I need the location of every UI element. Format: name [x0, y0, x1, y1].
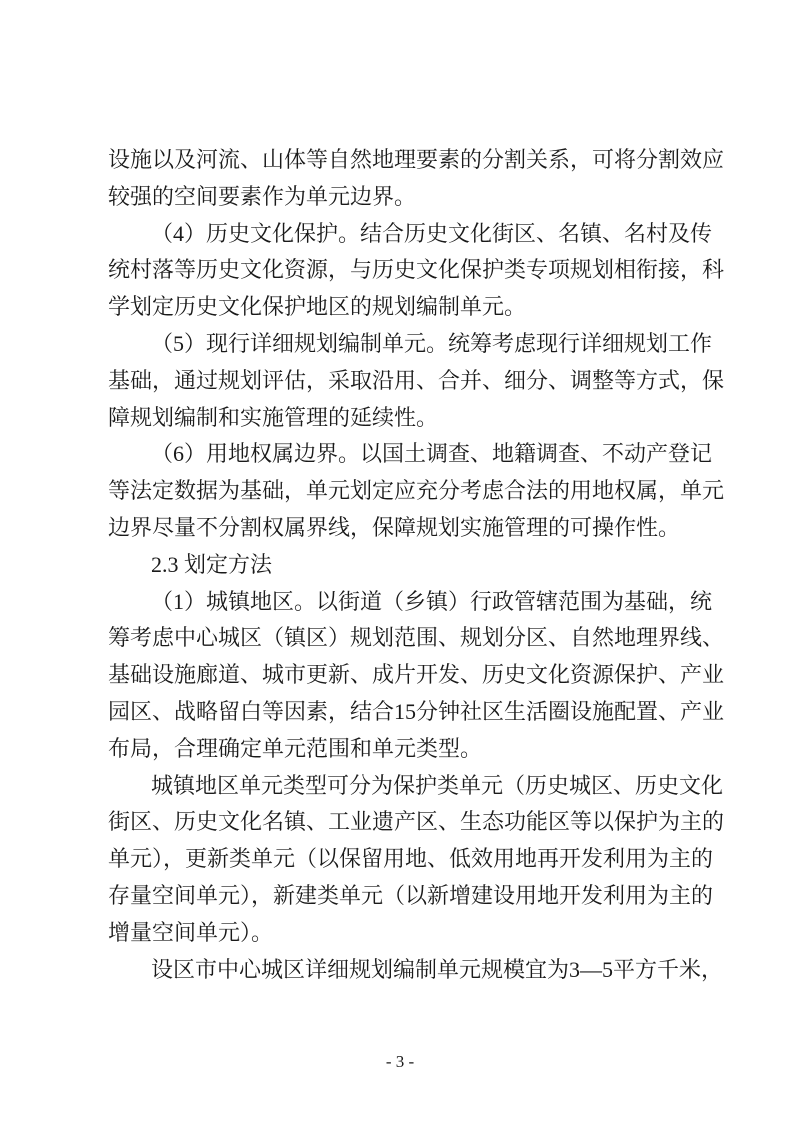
text-line: 布局，合理确定单元范围和单元类型。: [108, 735, 483, 761]
text-line: 障规划编制和实施管理的延续性。: [108, 404, 439, 430]
text-line: 设施以及河流、山体等自然地理要素的分割关系，可将分割效应: [108, 147, 725, 172]
text-line: 基础设施廊道、城市更新、成片开发、历史文化资源保护、产业: [108, 662, 725, 688]
text-line: 较强的空间要素作为单元边界。: [108, 183, 417, 209]
text-line: 统村落等历史文化资源，与历史文化保护类专项规划相衔接，科: [108, 257, 725, 283]
text-line: 单元），更新类单元（以保留用地、低效用地再开发利用为主的: [108, 846, 714, 872]
page-number: - 3 -: [385, 1052, 415, 1071]
document-body: [108, 142, 725, 988]
paragraph-start: （6）用地权属边界。以国土调查、地籍调查、不动产登记: [151, 441, 713, 467]
text-line: 筹考虑中心城区（镇区）规划范围、规划分区、自然地理界线、: [108, 625, 725, 651]
text-line: 基础，通过规划评估，采取沿用、合并、细分、调整等方式，保: [108, 367, 725, 393]
text-line: 存量空间单元），新建类单元（以新增建设用地开发利用为主的: [108, 882, 714, 908]
text-line: 学划定历史文化保护地区的规划编制单元。: [108, 294, 527, 320]
text-line: 增量空间单元）。: [108, 919, 274, 945]
paragraph-start: （4）历史文化保护。结合历史文化街区、名镇、名村及传: [151, 220, 713, 246]
section-heading: 2.3 划定方法: [151, 551, 273, 577]
paragraph-start: （1）城镇地区。以街道（乡镇）行政管辖范围为基础，统: [151, 588, 713, 614]
paragraph-start: 城镇地区单元类型可分为保护类单元（历史城区、历史文化: [151, 772, 724, 798]
text-line: 等法定数据为基础，单元划定应充分考虑合法的用地权属，单元: [108, 478, 725, 504]
paragraph-start: 设区市中心城区详细规划编制单元规模宜为3—5平方千米，: [151, 956, 724, 982]
paragraph-start: （5）现行详细规划编制单元。统筹考虑现行详细规划工作: [151, 330, 713, 356]
text-line: 边界尽量不分割权属界线，保障规划实施管理的可操作性。: [108, 514, 681, 540]
text-line: 街区、历史文化名镇、工业遗产区、生态功能区等以保护为主的: [108, 809, 725, 835]
text-line: 园区、战略留白等因素，结合15分钟社区生活圈设施配置、产业: [108, 698, 725, 724]
